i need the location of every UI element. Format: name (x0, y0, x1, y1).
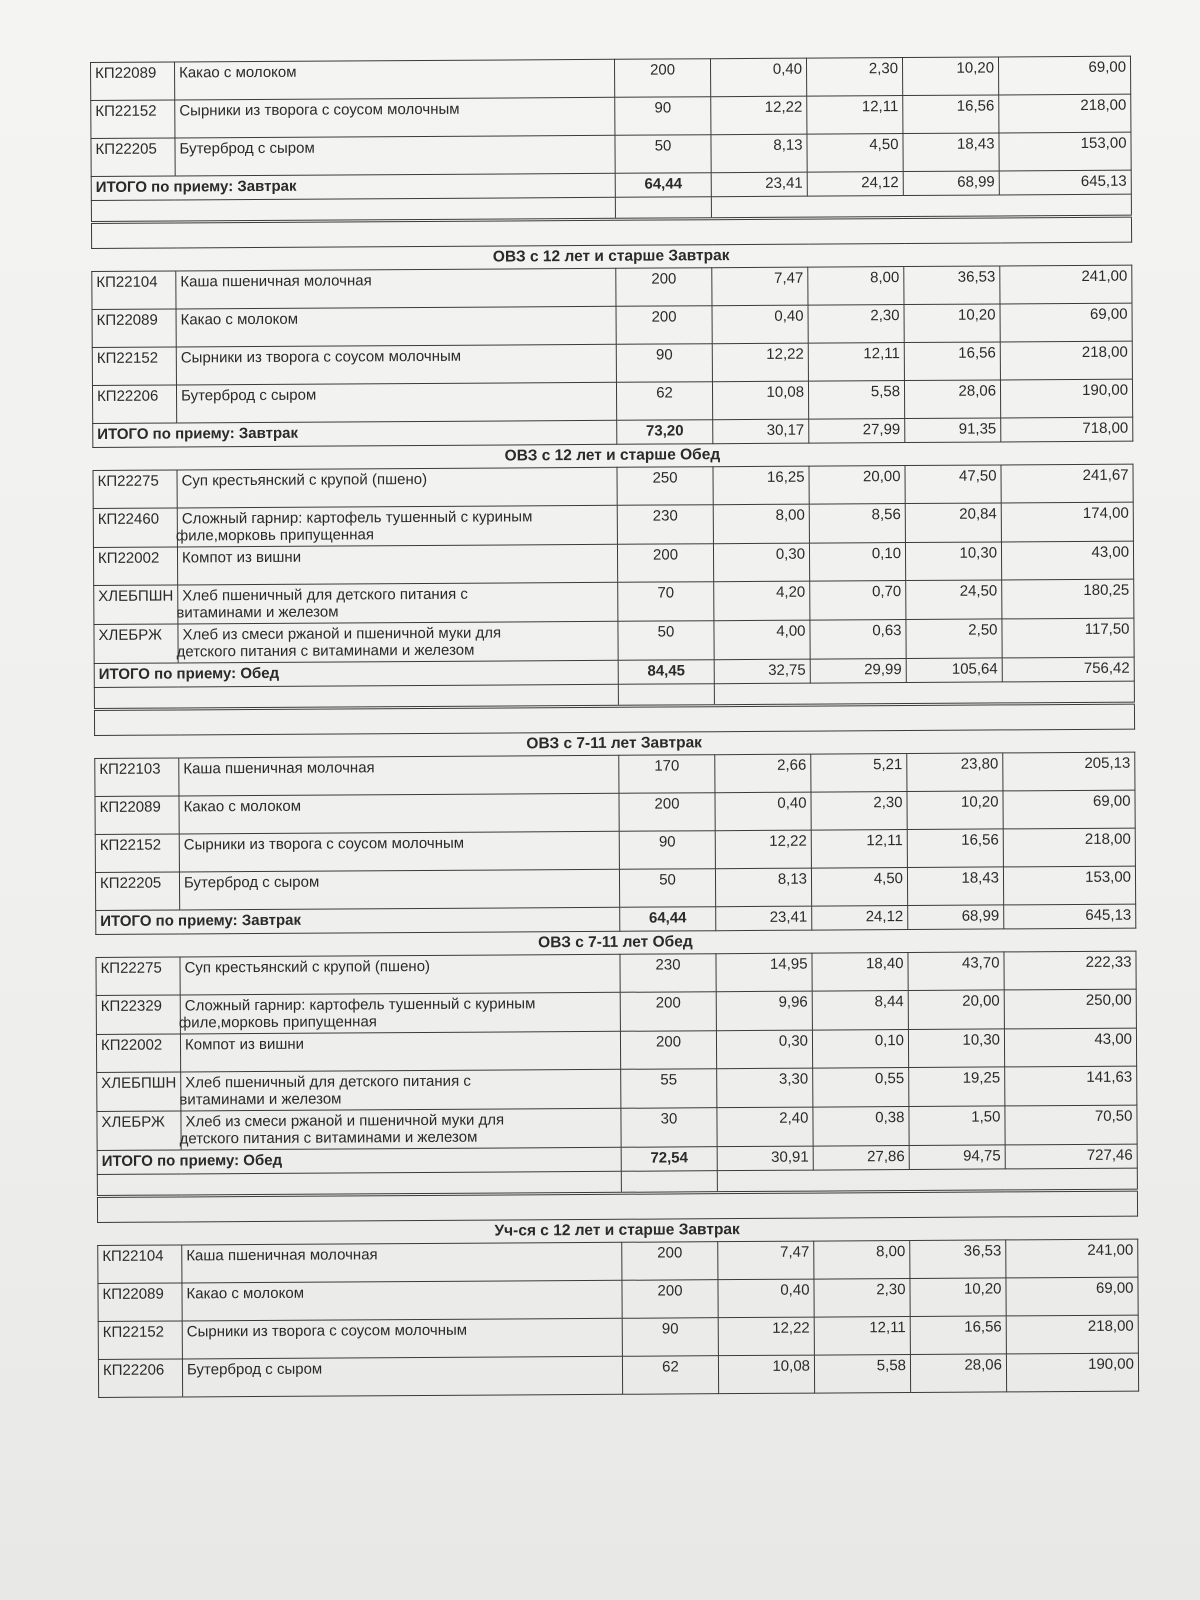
energy: 70,50 (1005, 1105, 1137, 1145)
dish-name-line1: Сырники из творога с соусом молочным (186, 1321, 468, 1341)
weight: 90 (615, 97, 711, 136)
dish-name (180, 954, 620, 995)
dish-name (178, 582, 618, 624)
fats: 12,11 (807, 96, 903, 135)
carbs: 18,43 (907, 867, 1003, 906)
total-weight: 72,54 (621, 1147, 717, 1172)
dish-code: КП22089 (98, 1283, 182, 1322)
energy: 250,00 (1004, 989, 1136, 1029)
blank-cell (97, 1171, 621, 1196)
table-row (93, 541, 1133, 585)
dish-name-line2: витаминами и железом (179, 1090, 342, 1109)
weight: 30 (621, 1108, 717, 1148)
carbs: 10,20 (904, 304, 1000, 343)
carbs: 23,80 (907, 753, 1003, 792)
fats: 5,58 (814, 1355, 910, 1394)
table-row (94, 579, 1134, 624)
carbs: 18,43 (903, 133, 999, 172)
dish-name-line1: Суп крестьянский с крупой (пшено) (184, 957, 431, 977)
fats: 5,21 (811, 754, 907, 793)
carbs: 20,00 (908, 990, 1004, 1030)
total-proteins: 30,17 (713, 419, 809, 444)
weight: 55 (621, 1069, 717, 1109)
fats: 0,10 (812, 1030, 908, 1069)
blank-cell (711, 194, 1131, 219)
total-carbs: 105,64 (906, 658, 1002, 683)
carbs: 16,56 (910, 1316, 1006, 1355)
section-title: ОВЗ с 7-11 лет Обед (538, 933, 693, 952)
blank-cell (714, 681, 1134, 706)
weight: 90 (622, 1318, 718, 1357)
carbs: 47,50 (905, 465, 1001, 504)
fats: 0,10 (809, 543, 905, 582)
carbs: 24,50 (906, 580, 1002, 620)
weight: 200 (616, 306, 712, 345)
proteins: 2,40 (717, 1107, 813, 1147)
dish-name (182, 1242, 622, 1283)
dish-code: КП22460 (93, 508, 177, 548)
blank-cell (717, 1168, 1137, 1193)
carbs: 10,30 (905, 542, 1001, 581)
table-row (91, 94, 1131, 138)
dish-name-line1: Суп крестьянский с крупой (пшено) (181, 470, 428, 490)
dish-name (175, 97, 615, 138)
table-row (95, 828, 1135, 872)
carbs: 19,25 (909, 1067, 1005, 1107)
dish-name-line1: Бутерброд с сыром (180, 386, 317, 405)
total-carbs: 68,99 (908, 905, 1004, 930)
dish-name-line2: витаминами и железом (176, 603, 339, 622)
energy: 218,00 (1006, 1315, 1138, 1354)
total-fats: 29,99 (810, 659, 906, 684)
total-weight: 64,44 (615, 173, 711, 198)
menu-document (90, 56, 1138, 1398)
carbs: 43,70 (908, 952, 1004, 991)
total-weight: 73,20 (617, 420, 713, 445)
total-label: ИТОГО по приему: Завтрак (93, 420, 617, 447)
total-proteins: 23,41 (711, 172, 807, 197)
dish-name-line2: детского питания с витаминами и железом (179, 1128, 478, 1148)
dish-name-line1: Сложный гарнир: картофель тушенный с куриным (184, 995, 536, 1015)
table-row (95, 752, 1135, 796)
weight: 250 (617, 467, 713, 506)
dish-name-line1: Компот из вишни (184, 1035, 305, 1054)
weight: 90 (616, 344, 712, 383)
dish-name (179, 831, 619, 872)
fats: 12,11 (811, 830, 907, 869)
total-weight: 64,44 (620, 907, 716, 932)
proteins: 12,22 (712, 343, 808, 382)
dish-name-line1: Компот из вишни (181, 548, 302, 567)
proteins: 12,22 (711, 96, 807, 135)
weight: 200 (617, 544, 713, 583)
dish-name (182, 1356, 622, 1397)
weight: 230 (620, 954, 716, 993)
fats: 0,70 (810, 581, 906, 621)
proteins: 8,13 (715, 868, 811, 907)
weight: 50 (619, 869, 715, 908)
fats: 0,38 (813, 1107, 909, 1147)
dish-code: ХЛЕБРЖ (94, 624, 178, 664)
dish-name-line1: Каша пшеничная молочная (183, 759, 375, 778)
blank-cell (91, 197, 615, 222)
proteins: 0,40 (718, 1279, 814, 1318)
carbs: 1,50 (909, 1106, 1005, 1146)
energy: 218,00 (999, 94, 1131, 133)
dish-name (175, 59, 615, 100)
energy: 218,00 (1000, 341, 1132, 380)
energy: 69,00 (1006, 1277, 1138, 1316)
weight: 50 (615, 135, 711, 174)
dish-code: КП22275 (96, 957, 180, 996)
dish-name-line1: Бутерброд с сыром (186, 1360, 323, 1379)
section-title: Уч-ся с 12 лет и старше Завтрак (494, 1221, 740, 1240)
proteins: 8,13 (711, 134, 807, 173)
table-row (98, 1353, 1138, 1397)
carbs: 20,84 (905, 503, 1001, 543)
dish-name-line1: Бутерброд с сыром (183, 873, 320, 892)
proteins: 7,47 (718, 1241, 814, 1280)
dish-code: КП22205 (91, 138, 175, 177)
total-energy: 718,00 (1001, 417, 1133, 442)
proteins: 12,22 (718, 1317, 814, 1356)
energy: 69,00 (1003, 790, 1135, 829)
carbs: 16,56 (904, 342, 1000, 381)
menu-table (95, 951, 1138, 1223)
dish-name (182, 1318, 622, 1359)
table-row (91, 56, 1131, 100)
dish-code: КП22275 (93, 470, 177, 509)
proteins: 10,08 (712, 381, 808, 420)
carbs: 36,53 (904, 266, 1000, 305)
weight: 50 (618, 621, 714, 661)
total-fats: 24,12 (812, 906, 908, 931)
dish-code: КП22329 (96, 995, 180, 1035)
dish-name-line1: Какао с молоком (180, 310, 299, 329)
section-title: ОВЗ с 12 лет и старше Завтрак (492, 247, 730, 266)
proteins: 0,30 (716, 1030, 812, 1069)
table-row (97, 1105, 1137, 1150)
weight: 200 (614, 59, 710, 98)
carbs: 16,56 (903, 95, 999, 134)
table-row (97, 1066, 1137, 1111)
dish-name (176, 306, 616, 347)
menu-table (90, 56, 1132, 249)
dish-code: КП22206 (92, 385, 176, 424)
fats: 8,00 (814, 1241, 910, 1280)
total-fats: 27,86 (813, 1146, 909, 1171)
total-proteins: 30,91 (717, 1146, 813, 1171)
total-carbs: 68,99 (903, 171, 999, 196)
energy: 141,63 (1005, 1066, 1137, 1106)
fats: 5,58 (808, 381, 904, 420)
section-title: ОВЗ с 12 лет и старше Обед (504, 446, 721, 465)
proteins: 16,25 (713, 466, 809, 505)
fats: 12,11 (814, 1317, 910, 1356)
energy: 205,13 (1003, 752, 1135, 791)
table-row (98, 1239, 1138, 1283)
fats: 20,00 (809, 466, 905, 505)
proteins: 12,22 (715, 830, 811, 869)
dish-code: КП22206 (98, 1359, 182, 1398)
table-row (93, 464, 1133, 508)
energy: 69,00 (1000, 303, 1132, 342)
blank-cell (615, 197, 711, 220)
proteins: 10,08 (718, 1355, 814, 1394)
energy: 117,50 (1002, 618, 1134, 658)
table-row (92, 303, 1132, 347)
table-row (96, 1028, 1136, 1072)
total-proteins: 32,75 (714, 659, 810, 684)
dish-name (176, 268, 616, 309)
energy: 180,25 (1002, 579, 1134, 619)
dish-name-line1: Каша пшеничная молочная (186, 1246, 378, 1265)
fats: 12,11 (808, 343, 904, 382)
carbs: 2,50 (906, 619, 1002, 659)
proteins: 2,66 (715, 754, 811, 793)
proteins: 0,40 (710, 58, 806, 97)
table-row (92, 379, 1132, 423)
total-carbs: 91,35 (905, 418, 1001, 443)
carbs: 10,20 (902, 57, 998, 96)
total-label: ИТОГО по приему: Обед (94, 660, 618, 687)
dish-name (178, 621, 618, 663)
proteins: 4,00 (714, 620, 810, 660)
menu-table (97, 1239, 1139, 1398)
fats: 8,44 (812, 991, 908, 1031)
blank-cell (618, 684, 714, 707)
dish-code: КП22152 (92, 347, 176, 386)
dish-code: КП22089 (91, 62, 175, 101)
dish-name-line1: Хлеб пшеничный для детского питания с (185, 1072, 471, 1092)
energy: 190,00 (1006, 1353, 1138, 1392)
dish-name (179, 755, 619, 796)
table-row (91, 132, 1131, 176)
proteins: 0,30 (713, 543, 809, 582)
weight: 200 (622, 1280, 718, 1319)
energy: 241,67 (1001, 464, 1133, 503)
dish-name-line2: филе,морковь припущенная (175, 526, 374, 545)
weight: 62 (616, 382, 712, 421)
table-row (96, 989, 1136, 1034)
menu-table (91, 265, 1133, 448)
fats: 8,56 (809, 504, 905, 544)
fats: 8,00 (808, 267, 904, 306)
dish-name (176, 344, 616, 385)
dish-name (175, 135, 615, 176)
dish-name-line1: Сырники из творога с соусом молочным (179, 100, 460, 120)
dish-name (179, 793, 619, 834)
fats: 2,30 (808, 305, 904, 344)
table-row (95, 866, 1135, 910)
total-energy: 756,42 (1002, 657, 1134, 682)
dish-name-line2: филе,морковь припущенная (178, 1013, 377, 1032)
fats: 0,63 (810, 620, 906, 660)
dish-name (180, 1031, 620, 1072)
fats: 0,55 (813, 1068, 909, 1108)
energy: 153,00 (1003, 866, 1135, 905)
dish-code: КП22205 (95, 872, 179, 911)
carbs: 28,06 (910, 1354, 1006, 1393)
weight: 90 (619, 831, 715, 870)
carbs: 28,06 (904, 380, 1000, 419)
fats: 2,30 (811, 792, 907, 831)
total-fats: 24,12 (807, 172, 903, 197)
energy: 241,00 (1000, 265, 1132, 304)
carbs: 16,56 (907, 829, 1003, 868)
dish-name-line1: Хлеб из смеси ржаной и пшеничной муки для (182, 624, 502, 644)
proteins: 9,96 (716, 991, 812, 1031)
menu-table (92, 464, 1135, 736)
total-weight: 84,45 (618, 660, 714, 685)
dish-name (181, 1108, 621, 1150)
table-row (98, 1315, 1138, 1359)
dish-code: ХЛЕБПШН (94, 585, 178, 625)
dish-code: КП22103 (95, 758, 179, 797)
table-row (92, 265, 1132, 309)
dish-name (177, 505, 617, 547)
dish-name-line1: Сырники из творога с соусом молочным (180, 347, 462, 367)
fats: 4,50 (811, 868, 907, 907)
dish-name (182, 1280, 622, 1321)
total-label: ИТОГО по приему: Обед (97, 1147, 621, 1174)
weight: 200 (620, 992, 716, 1032)
dish-name-line1: Хлеб пшеничный для детского питания с (182, 585, 468, 605)
total-energy: 645,13 (1004, 904, 1136, 929)
dish-code: ХЛЕБПШН (97, 1072, 181, 1112)
weight: 170 (619, 755, 715, 794)
menu-table (94, 752, 1136, 935)
dish-name-line2: детского питания с витаминами и железом (176, 641, 475, 661)
proteins: 3,30 (717, 1068, 813, 1108)
proteins: 0,40 (712, 305, 808, 344)
blank-cell (94, 684, 618, 709)
total-fats: 27,99 (809, 419, 905, 444)
table-row (96, 951, 1136, 995)
total-proteins: 23,41 (716, 906, 812, 931)
dish-name (177, 467, 617, 508)
weight: 230 (617, 505, 713, 545)
dish-name-line1: Хлеб из смеси ржаной и пшеничной муки для (185, 1111, 505, 1131)
table-row (93, 502, 1133, 547)
dish-name (176, 382, 616, 423)
total-energy: 727,46 (1005, 1144, 1137, 1169)
dish-name-line1: Сложный гарнир: картофель тушенный с куриным (181, 508, 533, 528)
proteins: 4,20 (714, 581, 810, 621)
fats: 18,40 (812, 953, 908, 992)
carbs: 10,20 (907, 791, 1003, 830)
table-row (98, 1277, 1138, 1321)
dish-name-line1: Какао с молоком (179, 63, 297, 82)
energy: 153,00 (999, 132, 1131, 171)
table-row (92, 341, 1132, 385)
blank-cell (621, 1171, 717, 1194)
dish-code: КП22152 (91, 100, 175, 139)
energy: 222,33 (1004, 951, 1136, 990)
dish-name (177, 544, 617, 585)
energy: 174,00 (1001, 502, 1133, 542)
dish-code: КП22002 (93, 547, 177, 586)
section-title: ОВЗ с 7-11 лет Завтрак (526, 734, 702, 753)
dish-name-line1: Сырники из творога с соусом молочным (183, 834, 465, 854)
dish-name-line1: Бутерброд с сыром (179, 139, 315, 158)
total-carbs: 94,75 (909, 1145, 1005, 1170)
dish-code: КП22104 (98, 1245, 182, 1284)
dish-name-line1: Какао с молоком (186, 1284, 305, 1303)
dish-code: КП22002 (96, 1034, 180, 1073)
dish-code: ХЛЕБРЖ (97, 1111, 181, 1151)
weight: 200 (620, 1031, 716, 1070)
proteins: 0,40 (715, 792, 811, 831)
dish-code: КП22152 (98, 1321, 182, 1360)
table-row (95, 790, 1135, 834)
dish-name-line1: Каша пшеничная молочная (180, 272, 372, 291)
proteins: 14,95 (716, 953, 812, 992)
total-label: ИТОГО по приему: Завтрак (96, 907, 620, 934)
dish-code: КП22089 (95, 796, 179, 835)
dish-code: КП22152 (95, 834, 179, 873)
dish-name (179, 869, 619, 910)
energy: 43,00 (1001, 541, 1133, 580)
dish-name-line1: Какао с молоком (183, 797, 302, 816)
proteins: 8,00 (713, 504, 809, 544)
dish-code: КП22089 (92, 309, 176, 348)
energy: 218,00 (1003, 828, 1135, 867)
energy: 241,00 (1006, 1239, 1138, 1278)
carbs: 10,30 (908, 1029, 1004, 1068)
weight: 200 (622, 1242, 718, 1281)
energy: 190,00 (1000, 379, 1132, 418)
proteins: 7,47 (712, 267, 808, 306)
energy: 43,00 (1004, 1028, 1136, 1067)
energy: 69,00 (998, 56, 1130, 95)
carbs: 10,20 (910, 1278, 1006, 1317)
total-label: ИТОГО по приему: Завтрак (91, 173, 615, 200)
dish-code: КП22104 (92, 271, 176, 310)
dish-name (181, 1069, 621, 1111)
weight: 200 (616, 268, 712, 307)
weight: 70 (618, 582, 714, 622)
weight: 200 (619, 793, 715, 832)
weight: 62 (622, 1356, 718, 1395)
carbs: 36,53 (910, 1240, 1006, 1279)
fats: 4,50 (807, 134, 903, 173)
fats: 2,30 (806, 58, 902, 97)
dish-name (180, 992, 620, 1034)
fats: 2,30 (814, 1279, 910, 1318)
total-energy: 645,13 (999, 170, 1131, 195)
table-row (94, 618, 1134, 663)
